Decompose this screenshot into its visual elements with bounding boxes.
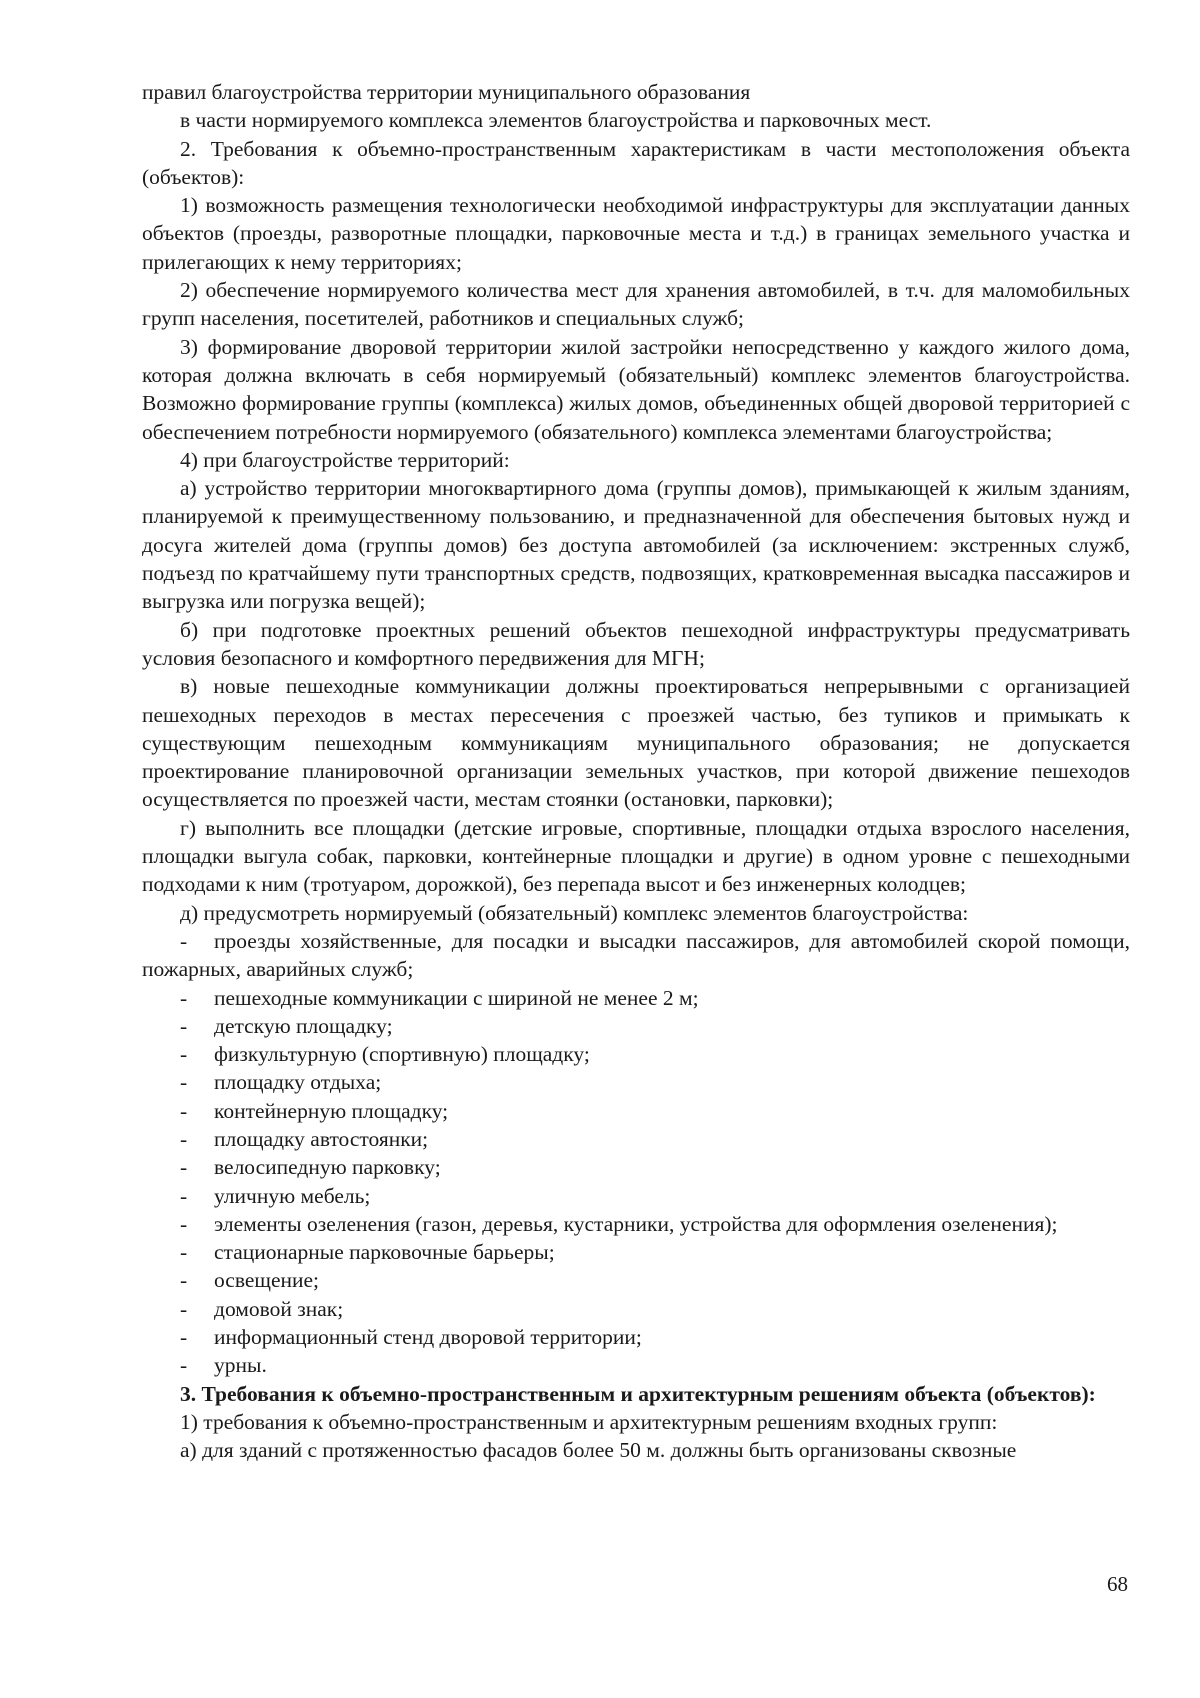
- paragraph: [142, 1408, 1130, 1436]
- list-item: [142, 1323, 1130, 1351]
- paragraph-text: 1) возможность размещения технологически необходимой инфраструктуры для эксплуатации данных объектов (проезды, разворотные площадки, парковочные места и т.д.) в границах земельного участка и прилегающих к нему территориях;: [142, 193, 1130, 274]
- paragraph-text: уличную мебель;: [214, 1183, 371, 1208]
- document-body: [142, 78, 1130, 1465]
- paragraph-text: детскую площадку;: [214, 1013, 393, 1038]
- list-bullet: -: [180, 1325, 188, 1350]
- list-item: [142, 1012, 1130, 1040]
- list-bullet: -: [180, 928, 188, 953]
- paragraph: [142, 135, 1130, 192]
- paragraph-text: пешеходные коммуникации с шириной не менее 2 м;: [214, 985, 699, 1010]
- paragraph: [142, 446, 1130, 474]
- paragraph-text: контейнерную площадку;: [214, 1098, 449, 1123]
- page-number: 68: [1107, 1572, 1128, 1596]
- list-item: [142, 984, 1130, 1012]
- paragraph-text: освещение;: [214, 1268, 320, 1293]
- paragraph-text: велосипедную парковку;: [214, 1155, 441, 1180]
- list-bullet: -: [180, 1098, 188, 1123]
- paragraph-text: в) новые пешеходные коммуникации должны проектироваться непрерывными с организацией пешеходных переходов в местах пересечения с проезжей частью, без тупиков и примыкать к существующим пешеходным коммуникациям муниципального образования; не допускается проектирование планировочной организации земельных участков, при которой движение пешеходов осуществляется по проезжей части, местам стоянки (остановки, парковки);: [142, 674, 1130, 812]
- list-bullet: -: [180, 1353, 188, 1378]
- list-item: [142, 1040, 1130, 1068]
- list-item: [142, 1210, 1130, 1238]
- paragraph-text: площадку автостоянки;: [214, 1126, 429, 1151]
- paragraph-text: 3. Требования к объемно-пространственным и архитектурным решениям объекта (объектов):: [180, 1381, 1096, 1406]
- list-bullet: -: [180, 985, 188, 1010]
- list-item: [142, 1125, 1130, 1153]
- paragraph: [142, 474, 1130, 615]
- paragraph: [142, 616, 1130, 673]
- section-heading: [142, 1380, 1130, 1408]
- list-bullet: -: [180, 1240, 188, 1265]
- paragraph-text: б) при подготовке проектных решений объектов пешеходной инфраструктуры предусматривать условия безопасного и комфортного передвижения для МГН;: [142, 617, 1130, 670]
- paragraph-text: физкультурную (спортивную) площадку;: [214, 1042, 590, 1067]
- paragraph-text: д) предусмотреть нормируемый (обязательный) комплекс элементов благоустройства:: [180, 900, 969, 925]
- paragraph-text: 4) при благоустройстве территорий:: [180, 447, 510, 472]
- paragraph-text: информационный стенд дворовой территории;: [214, 1325, 642, 1350]
- paragraph: [142, 191, 1130, 276]
- paragraph-text: 2. Требования к объемно-пространственным характеристикам в части местоположения объекта (объектов):: [142, 136, 1130, 189]
- list-bullet: -: [180, 1268, 188, 1293]
- paragraph-text: а) устройство территории многоквартирного дома (группы домов), примыкающей к жилым зданиям, планируемой к преимущественному пользованию, и предназначенной для обеспечения бытовых нужд и досуга жителей дома (группы домов) без доступа автомобилей (за исключением: экстренных служб, подъезд по кратчайшему пути транспортных средств, подвозящих, кратковременная высадка пассажиров и выгрузка или погрузка вещей);: [142, 476, 1130, 614]
- list-item: [142, 1266, 1130, 1294]
- paragraph: [142, 814, 1130, 899]
- paragraph-text: правил благоустройства территории муниципального образования: [142, 80, 751, 104]
- list-item: [142, 927, 1130, 984]
- list-bullet: -: [180, 1126, 188, 1151]
- paragraph: [142, 672, 1130, 813]
- paragraph: [142, 899, 1130, 927]
- list-bullet: -: [180, 1296, 188, 1321]
- list-bullet: -: [180, 1070, 188, 1095]
- paragraph-text: проезды хозяйственные, для посадки и высадки пассажиров, для автомобилей скорой помощи, пожарных, аварийных служб;: [142, 928, 1130, 982]
- paragraph-text: элементы озеленения (газон, деревья, кустарники, устройства для оформления озеленения);: [214, 1211, 1058, 1236]
- list-item: [142, 1295, 1130, 1323]
- paragraph-text: 1) требования к объемно-пространственным и архитектурным решениям входных групп:: [180, 1409, 998, 1434]
- list-item: [142, 1068, 1130, 1096]
- paragraph-text: домовой знак;: [214, 1296, 344, 1321]
- paragraph-text: стационарные парковочные барьеры;: [214, 1240, 555, 1265]
- paragraph: [142, 276, 1130, 333]
- list-item: [142, 1097, 1130, 1125]
- list-item: [142, 1153, 1130, 1181]
- paragraph: [142, 333, 1130, 446]
- paragraph: [142, 106, 1130, 134]
- paragraph-text: урны.: [214, 1353, 267, 1378]
- list-bullet: -: [180, 1155, 188, 1180]
- paragraph: [142, 1436, 1130, 1464]
- list-bullet: -: [180, 1183, 188, 1208]
- paragraph-text: а) для зданий с протяженностью фасадов более 50 м. должны быть организованы сквозные: [180, 1438, 1017, 1463]
- paragraph-text: 3) формирование дворовой территории жилой застройки непосредственно у каждого жилого дома, которая должна включать в себя нормируемый (обязательный) комплекс элементов благоустройства. Возможно формирование группы (комплекса) жилых домов, объединенных общей дворовой территорией с обеспечением потребности нормируемого (обязательного) комплекса элементами благоустройства;: [142, 334, 1130, 444]
- paragraph: [142, 78, 1130, 106]
- list-item: [142, 1351, 1130, 1379]
- list-bullet: -: [180, 1042, 188, 1067]
- list-bullet: -: [180, 1211, 188, 1236]
- paragraph-text: 2) обеспечение нормируемого количества мест для хранения автомобилей, в т.ч. для маломобильных групп населения, посетителей, работников и специальных служб;: [142, 278, 1130, 331]
- list-item: [142, 1182, 1130, 1210]
- list-item: [142, 1238, 1130, 1266]
- list-bullet: -: [180, 1013, 188, 1038]
- paragraph-text: г) выполнить все площадки (детские игровые, спортивные, площадки отдыха взрослого населения, площадки выгула собак, парковки, контейнерные площадки и другие) в одном уровне с пешеходными подходами к ним (тротуаром, дорожкой), без перепада высот и без инженерных колодцев;: [142, 815, 1130, 897]
- paragraph-text: в части нормируемого комплекса элементов благоустройства и парковочных мест.: [180, 108, 932, 133]
- paragraph-text: площадку отдыха;: [214, 1070, 382, 1095]
